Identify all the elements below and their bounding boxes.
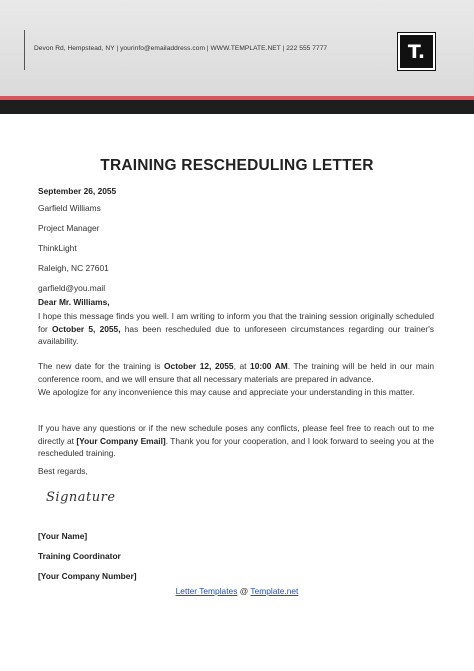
original-date: October 5, 2055, <box>52 323 121 334</box>
sender-name: [Your Name] <box>38 531 88 541</box>
document-title: TRAINING RESCHEDULING LETTER <box>100 157 374 174</box>
paragraph-1 <box>38 310 434 348</box>
paragraph-4-text-b: . Thank you for your cooperation, and I look forward to seeing you at the rescheduled training. <box>38 435 434 459</box>
new-time: 10:00 AM <box>250 361 288 371</box>
paragraph-3-text: We apologize for any inconvenience this may cause and appreciate your understanding in this matter. <box>38 386 415 397</box>
paragraph-2-text-c: . The training will be held in our main conference room, and we will ensure that all necessary materials are prepared in advance. <box>38 361 434 384</box>
paragraph-4-text-a: If you have any questions or if the new schedule poses any conflicts, please feel free to reach out to me directly at <box>38 423 434 446</box>
paragraph-4 <box>38 422 434 460</box>
recipient-location: Raleigh, NC 27601 <box>38 263 109 273</box>
recipient-email: garfield@you.mail <box>38 283 106 293</box>
paragraph-2-text-b: , at <box>233 361 251 371</box>
recipient-company: ThinkLight <box>38 243 77 253</box>
letter-date: September 26, 2055 <box>38 186 117 196</box>
letterhead-contact: Devon Rd, Hempstead, NY | yourinfo@emailaddress.com | WWW.TEMPLATE.NET | 222 555 7777 <box>34 45 328 52</box>
letterhead-divider <box>24 30 25 70</box>
recipient-position: Project Manager <box>38 223 100 233</box>
paragraph-2 <box>38 360 434 385</box>
recipient-name: Garfield Williams <box>38 203 101 213</box>
sender-number: [Your Company Number] <box>38 571 137 581</box>
sender-title: Training Coordinator <box>38 551 121 561</box>
template-net-link[interactable]: Template.net <box>250 586 299 596</box>
closing: Best regards, <box>38 466 88 476</box>
paragraph-1-text-a: I hope this message finds you well. I am writing to inform you that the training session originally scheduled for <box>38 311 434 334</box>
paragraph-2-text-a: The new date for the training is <box>38 361 165 371</box>
footer <box>0 586 474 596</box>
company-logo <box>398 33 435 70</box>
logo-letter: T. <box>407 40 426 63</box>
letter-templates-link[interactable]: Letter Templates <box>175 586 238 596</box>
letterhead <box>0 0 474 96</box>
salutation: Dear Mr. Williams, <box>38 297 110 307</box>
new-date: October 12, 2055 <box>164 361 234 371</box>
paragraph-1-text-b: has been rescheduled due to unforeseen circumstances regarding our trainer's availability. <box>38 323 434 347</box>
paragraph-3 <box>38 386 434 399</box>
signature: Signature <box>46 490 116 505</box>
footer-separator: @ <box>237 586 251 596</box>
company-email-placeholder: [Your Company Email] <box>76 435 166 446</box>
dark-stripe <box>0 100 474 114</box>
